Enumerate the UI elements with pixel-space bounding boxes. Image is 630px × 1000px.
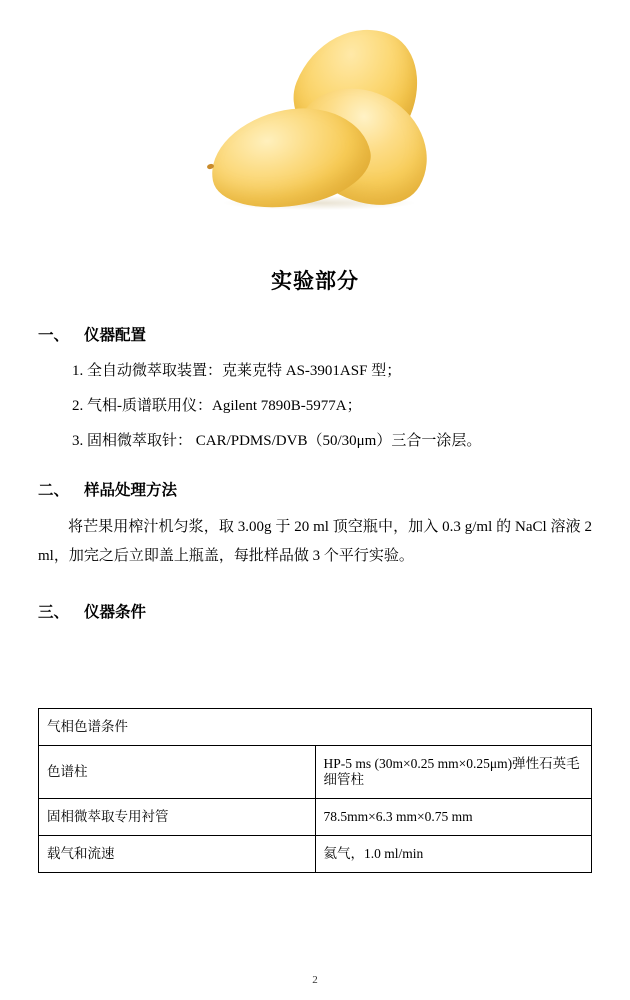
table-row <box>39 836 592 873</box>
conditions-table-container <box>38 708 592 874</box>
mango-photo <box>190 18 440 223</box>
figure-container <box>38 0 592 223</box>
section-paragraph-2: 将芒果用榨汁机匀浆，取 3.00g 于 20 ml 顶空瓶中，加入 0.3 g/ml 的 NaCl 溶液 2 ml，加完之后立即盖上瓶盖，每批样品做 3 个平行实验。 <box>38 519 592 565</box>
section-heading-1 <box>38 323 592 345</box>
section-title-2: 样品处理方法 <box>84 481 178 499</box>
table-cell-label: 固相微萃取专用衬管 <box>39 799 316 836</box>
table-cell-value: 氦气，1.0 ml/min <box>315 836 592 873</box>
section-number-2: 二、 <box>38 481 70 499</box>
section-title-1: 仪器配置 <box>84 326 147 344</box>
page-number: 2 <box>312 974 318 986</box>
section-title-3: 仪器条件 <box>84 602 147 621</box>
section-heading-3 <box>38 600 592 622</box>
table-row <box>39 745 592 798</box>
section-number-1: 一、 <box>38 326 70 344</box>
table-header-row <box>39 708 592 745</box>
table-row <box>39 799 592 836</box>
list-item: 3. 固相微萃取针： CAR/PDMS/DVB（50/30μm）三合一涂层。 <box>72 433 482 449</box>
table-cell-value: HP-5 ms (30m×0.25 mm×0.25μm)弹性石英毛细管柱 <box>315 745 592 798</box>
list-item: 2. 气相-质谱联用仪：Agilent 7890B-5977A； <box>72 398 362 414</box>
table-header-cell: 气相色谱条件 <box>39 708 592 745</box>
conditions-table <box>38 708 592 874</box>
table-cell-label: 载气和流速 <box>39 836 316 873</box>
list-item: 1. 全自动微萃取装置：克莱克特 AS-3901ASF 型； <box>72 363 402 379</box>
page-title: 实验部分 <box>271 269 359 293</box>
section-heading-2 <box>38 478 592 500</box>
table-cell-label: 色谱柱 <box>39 745 316 798</box>
table-cell-value: 78.5mm×6.3 mm×0.75 mm <box>315 799 592 836</box>
section-number-3: 三、 <box>38 602 70 621</box>
